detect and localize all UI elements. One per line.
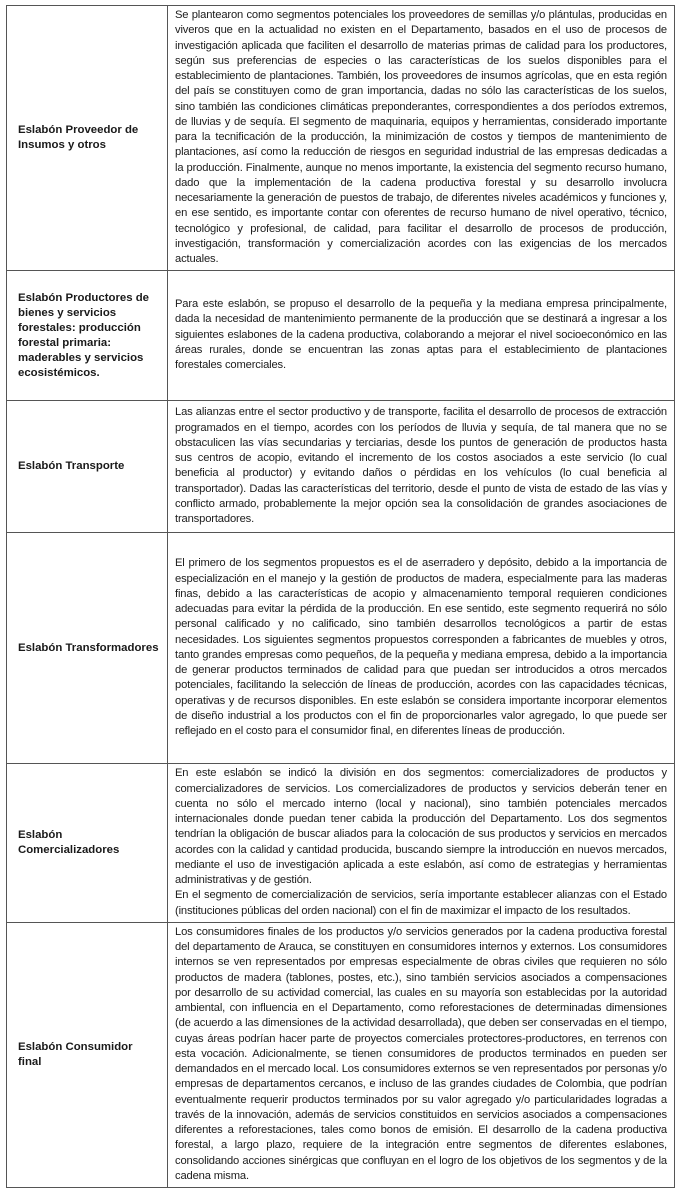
table-row bbox=[7, 271, 675, 401]
table-row bbox=[7, 6, 675, 271]
row-label-cell bbox=[7, 6, 168, 271]
row-paragraph: Los consumidores finales de los productos y/o servicios generados por la cadena productiva forestal del departamento de Arauca, se constituyen en consumidores internos y externos. Los consumidores internos se ven representados por empresas especialmente de obras civiles que requieren no sólo productos de madera (tablones, postes, etc.), sino también servicios asociados a compensaciones por desarrollo de su actividad comercial, las cuales en su mayoría son establecidas por la autoridad ambiental, con influencia en el Departamento, como reforestaciones de determinadas dimensiones (de acuerdo a las dimensiones de la actividad desarrollada), que deben ser conservadas en el tiempo, cuyas áreas podrían hacer parte de proyectos comerciales protectores-productores, en terrenos con esta vocación. Adicionalmente, se tienen consumidores de productos terminados en pueden ser demandados en el mercado local. Los consumidores externos se ven representados por personas y/o empresas de departamentos cercanos, e incluso de las grandes ciudades de Colombia, que podrían eventualmente requerir productos terminados por su valor agregado y/o particularidades logradas a través de la innovación, además de servicios constituidos en servicios asociados a compensaciones diferentes a reforestaciones, tales como bonos de emisión. El desarrollo de la cadena productiva forestal, a largo plazo, requiere de la integración entre segmentos de diferentes eslabones, consolidando acciones sinérgicas que confluyan en el logro de los objetivos de los segmentos y de la cadena misma. bbox=[175, 925, 667, 1182]
row-label-cell bbox=[7, 401, 168, 533]
row-content-cell bbox=[168, 922, 675, 1187]
row-content-cell bbox=[168, 271, 675, 401]
row-paragraph: Las alianzas entre el sector productivo y de transporte, facilita el desarrollo de procesos de extracción programados en el tiempo, acordes con los períodos de lluvia y sequía, de tal manera que no se obstaculicen las vías secundarias y terciarias, desde los puntos de generación de productos hasta sus centros de acopio, evitando el incremento de los costos asociados a este servicio (lo cual beneficia al productor) y evitando daños o pérdidas en los vehículos (lo cual beneficia al transportador). Dadas las características del territorio, desde el punto de vista de estado de las vías y conflicto armado, probablemente la mejor opción sea la consolidación de grandes asociaciones de transportadores. bbox=[175, 406, 667, 525]
row-label-cell bbox=[7, 922, 168, 1187]
row-label: Eslabón Consumidor final bbox=[18, 1040, 133, 1068]
row-content-cell bbox=[168, 401, 675, 533]
row-content-cell bbox=[168, 6, 675, 271]
row-label-cell bbox=[7, 533, 168, 764]
row-label: Eslabón Transformadores bbox=[18, 641, 159, 654]
row-label: Eslabón Transporte bbox=[18, 460, 125, 473]
row-label: Eslabón Productores de bienes y servicios forestales: producción forestal primaria: maderables y servicios ecosistémicos. bbox=[18, 291, 150, 379]
row-label: Eslabón Proveedor de Insumos y otros bbox=[18, 124, 139, 152]
row-paragraph: En el segmento de comercialización de servicios, sería importante establecer alianzas con el Estado (instituciones públicas del orden nacional) con el fin de maximizar el impacto de los resultados. bbox=[175, 889, 667, 917]
row-label-cell bbox=[7, 764, 168, 923]
row-label-cell bbox=[7, 271, 168, 401]
row-content-cell bbox=[168, 533, 675, 764]
row-label: Eslabón Comercializadores bbox=[18, 829, 120, 856]
row-paragraph: El primero de los segmentos propuestos es el de aserradero y depósito, debido a la importancia de especialización en el manejo y la gestión de productos de madera, especialmente para las maderas finas, debido a las características de acopio y almacenamiento temporal requieren condiciones adecuadas para evitar la pérdida de la producción. En ese sentido, este segmento requerirá no sólo personal calificado y no calificado, sino también desarrollos tecnológicos a partir de estas necesidades. Los siguientes segmentos propuestos corresponden a fabricantes de muebles y otros, tanto grandes empresas como pequeños, de la pequeña y mediana empresa, debido a la importancia de generar productos terminados de calidad para que puedan ser introducidos a otros mercados potenciales, facilitando la selección de líneas de producción, acordes con las capacidades técnicas, operativas y de recursos disponibles. En este eslabón se considera importante incorporar elementos de diseño industrial a los productos con el fin de proporcionarles valor agregado, lo que puede ser reflejado en el costo para el consumidor final, en diferentes líneas de producción. bbox=[175, 557, 667, 737]
row-paragraph: En este eslabón se indicó la división en dos segmentos: comercializadores de productos y comercializadores de servicios. Los comercializadores de productos y servicios deberán tener en cuenta no sólo el mercado interno (local y nacional), sino también potenciales mercados internacionales donde puedan tener cabida la producción del Departamento. Los dos segmentos tendrían la obligación de buscar aliados para la colocación de sus productos y servicios en mercados acordes con la calidad y cantidad producida, buscando siempre la introducción en nuevos mercados, mediante el uso de investigación aplicada a este eslabón, así como de estrategias y herramientas administrativas y de gestión. bbox=[175, 767, 667, 886]
row-content-cell bbox=[168, 764, 675, 923]
table-row bbox=[7, 922, 675, 1187]
value-chain-table bbox=[6, 5, 675, 1188]
table-row bbox=[7, 533, 675, 764]
table-row bbox=[7, 764, 675, 923]
table-row bbox=[7, 401, 675, 533]
row-paragraph: Se plantearon como segmentos potenciales los proveedores de semillas y/o plántulas, producidas en viveros que en la actualidad no existen en el Departamento, basados en el uso de procesos de investigación aplicada que faciliten el desarrollo de materias primas de calidad para los productores, según sus preferencias de especies o las características de los suelos disponibles para el establecimiento de plantaciones. También, los proveedores de insumos agrícolas, que en esta región del país se constituyen como de gran importancia, dadas no sólo las características de los suelos, sino también las condiciones climáticas preponderantes, correspondientes a dos períodos extremos, de lluvias y de sequía. El segmento de maquinaria, equipos y herramientas, considerado importante para la tecnificación de la producción, la minimización de costos y tiempos de mantenimiento de plantaciones, así como la reducción de riesgos en seguridad industrial de las empresas dedicadas a la producción. Finalmente, aunque no menos importante, la existencia del segmento recurso humano, dado que la implementación de la cadena productiva forestal y su desarrollo involucra necesariamente la generación de puestos de trabajo, de diferentes niveles académicos y funciones y, en ese sentido, es importante contar con oferentes de recurso humano de nivel operativo, técnico, tecnológico y profesional, de calidad, para facilitar el desarrollo de procesos de producción, investigación, transformación y comercialización acordes con las exigencias de los mercados actuales. bbox=[175, 9, 667, 265]
row-paragraph: Para este eslabón, se propuso el desarrollo de la pequeña y la mediana empresa principalmente, dada la necesidad de mantenimiento permanente de la producción que se destinará a ingresar a los siguientes eslabones de la cadena productiva, colaborando a mejorar el nivel socioeconómico en las áreas rurales, donde se encuentran las zonas aptas para el establecimiento de plantaciones forestales comerciales. bbox=[175, 298, 667, 372]
